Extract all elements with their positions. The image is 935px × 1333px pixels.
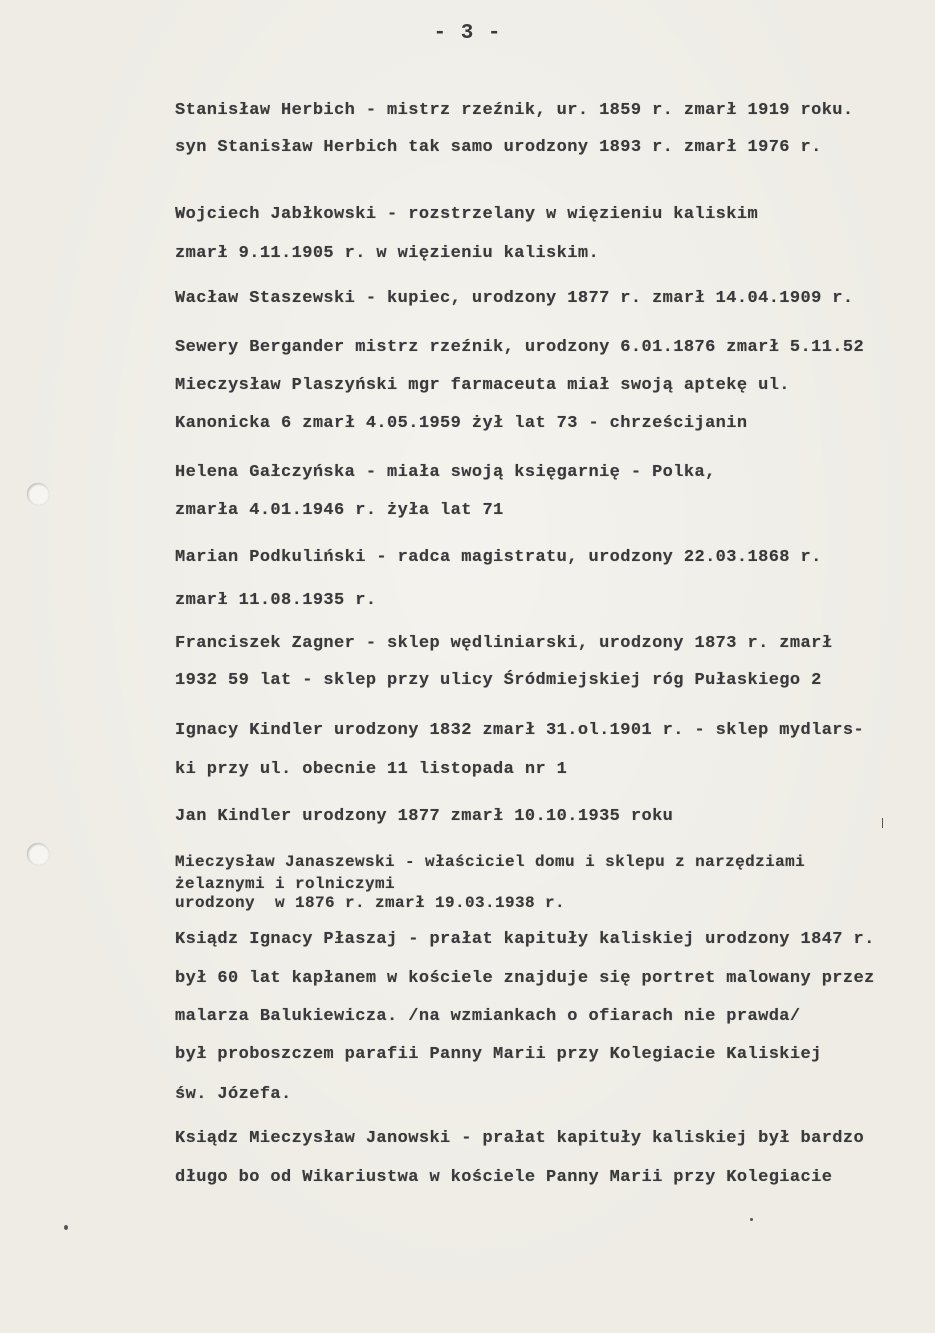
text-line: malarza Balukiewicza. /na wzmiankach o ofiarach nie prawda/ — [175, 1007, 801, 1026]
text-line: Ignacy Kindler urodzony 1832 zmarł 31.ol.1901 r. - sklep mydlars- — [175, 721, 865, 740]
text-line: był 60 lat kapłanem w kościele znajduje się portret malowany przez — [175, 969, 875, 988]
punch-hole — [27, 483, 49, 505]
page-number: - 3 - — [433, 22, 502, 45]
ink-speck — [750, 1218, 753, 1221]
text-line: był proboszczem parafii Panny Marii przy Kolegiacie Kaliskiej — [175, 1045, 822, 1064]
text-line: Stanisław Herbich - mistrz rzeźnik, ur. 1859 r. zmarł 1919 roku. — [175, 101, 854, 120]
text-line: Kanonicka 6 zmarł 4.05.1959 żył lat 73 - chrześcijanin — [175, 414, 748, 433]
punch-hole — [27, 843, 49, 865]
ink-speck — [64, 1225, 68, 1230]
text-line: Wojciech Jabłkowski - rozstrzelany w więzieniu kaliskim — [175, 205, 759, 224]
text-line: zmarła 4.01.1946 r. żyła lat 71 — [175, 501, 504, 520]
text-line: długo bo od Wikariustwa w kościele Panny Marii przy Kolegiacie — [175, 1168, 833, 1187]
text-line: Marian Podkuliński - radca magistratu, urodzony 22.03.1868 r. — [175, 548, 822, 567]
text-line: żelaznymi i rolniczymi — [175, 875, 396, 893]
text-line: Franciszek Zagner - sklep wędliniarski, urodzony 1873 r. zmarł — [175, 634, 833, 653]
ink-speck — [882, 818, 883, 828]
text-line: Ksiądz Ignacy Płaszaj - prałat kapituły kaliskiej urodzony 1847 r. — [175, 930, 875, 949]
text-line: zmarł 9.11.1905 r. w więzieniu kaliskim. — [175, 244, 600, 263]
text-line: św. Józefa. — [175, 1085, 292, 1104]
text-line: Wacław Staszewski - kupiec, urodzony 1877 r. zmarł 14.04.1909 r. — [175, 289, 854, 308]
text-line: urodzony w 1876 r. zmarł 19.03.1938 r. — [175, 894, 566, 912]
text-line: 1932 59 lat - sklep przy ulicy Śródmiejskiej róg Pułaskiego 2 — [175, 671, 822, 690]
text-line: Sewery Bergander mistrz rzeźnik, urodzony 6.01.1876 zmarł 5.11.52 — [175, 338, 865, 357]
text-line: Jan Kindler urodzony 1877 zmarł 10.10.1935 roku — [175, 807, 674, 826]
text-line: syn Stanisław Herbich tak samo urodzony 1893 r. zmarł 1976 r. — [175, 138, 822, 157]
text-line: Mieczysław Janaszewski - właściciel domu i sklepu z narzędziami — [175, 853, 806, 871]
text-line: Helena Gałczyńska - miała swoją księgarnię - Polka, — [175, 463, 716, 482]
text-line: zmarł 11.08.1935 r. — [175, 591, 377, 610]
text-line: Ksiądz Mieczysław Janowski - prałat kapituły kaliskiej był bardzo — [175, 1129, 865, 1148]
text-line: ki przy ul. obecnie 11 listopada nr 1 — [175, 760, 568, 779]
text-line: Mieczysław Plaszyński mgr farmaceuta miał swoją aptekę ul. — [175, 376, 790, 395]
